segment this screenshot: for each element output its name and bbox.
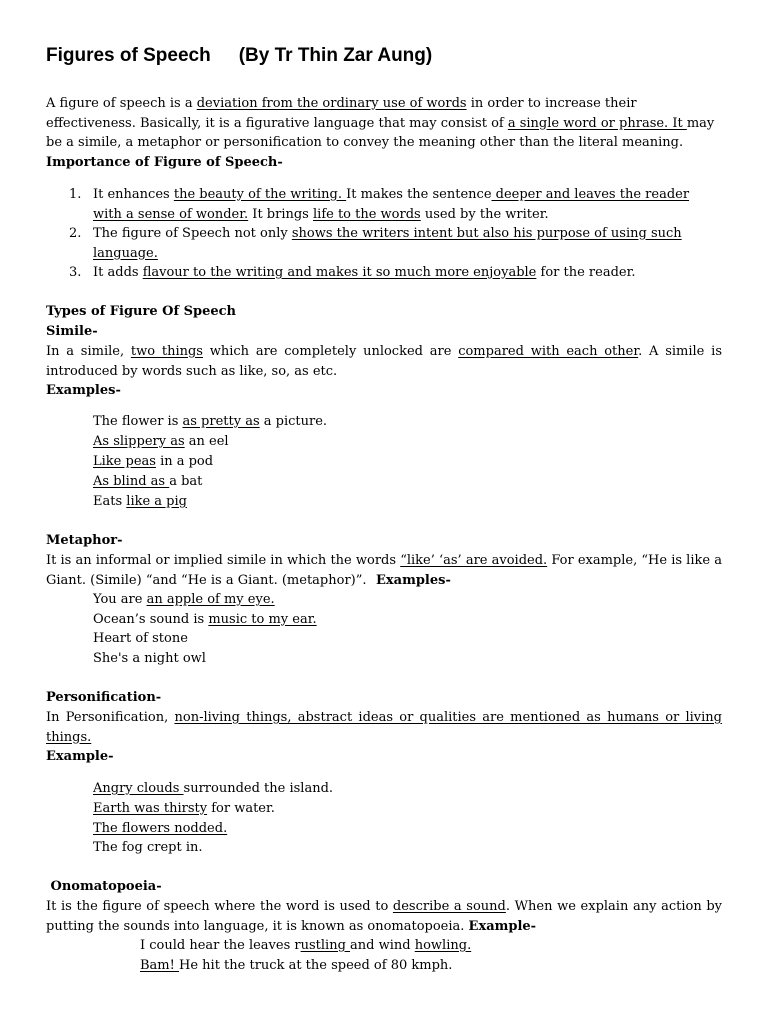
list-item: As blind as a bat	[93, 474, 203, 489]
personification-paragraph: In Personification, non-living things, abstract ideas or qualities are mentioned as humans or living things.	[46, 710, 722, 745]
personification-examples-label: Example-	[46, 749, 114, 764]
document-page: Figures of Speech (By Tr Thin Zar Aung) A figure of speech is a deviation from the ordinary use of words in order to increase their effectiveness. Basically, it is a figurative language that may consist of a single word or phrase. It may be a simile, a metaphor or personification to convey the meaning other than the literal meaning. Importance of Figure of Speech- 1. It enhances the beauty of the writing. It makes the sentence deeper and leaves the reader with a sense of wonder. It brings life to the words used by the writer. 2. The figure of Speech not only shows the writers intent but also his purpose of using such language. 3. It adds flavour to the writing and makes it so much more enjoyable for the reader. Types of Figure Of Speech Simile- In a simile, two things which are completely unlocked are compared with each other. A simile is introduced by words such as like, so, as etc. Examples- The flower is as pretty as a picture. As slippery as an eel Like peas in a pod As blind as a bat Eats like a pig Metaphor- It is an informal or implied simile in which the words “like’ ‘as’ are avoided. For example, “He is like a Giant. (Simile) “and “He is a Giant. (metaphor)”. Examples- You are an apple of my eye. Ocean’s sound is music to my ear. Heart of stone She's a night owl Personification- In Personification, non-living things, abstract ideas or qualities are mentioned as humans or living things. Example- Angry clouds surrounded the island. Earth was thirsty for water. The flowers nodded. The fog crept in. Onomatopoeia- It is the figure of speech where the word is used to describe a sound. When we explain any action by putting the sounds into language, it is known as onomatopoeia. Example- I could hear the leaves rustling and wind howling. Bam! He hit the truck at the speed of 80 kmph.	[0, 0, 768, 1024]
list-item: She's a night owl	[93, 651, 206, 666]
list-item: The flowers nodded.	[93, 821, 228, 836]
simile-heading: Simile-	[46, 324, 98, 339]
title-main: Figures of Speech	[46, 45, 211, 66]
metaphor-heading: Metaphor-	[46, 533, 123, 548]
list-item: The flower is as pretty as a picture.	[93, 414, 328, 429]
list-item: Bam! He hit the truck at the speed of 80 kmph.	[140, 958, 453, 973]
personification-heading: Personification-	[46, 690, 162, 705]
list-item: You are an apple of my eye.	[93, 592, 275, 607]
list-item: As slippery as an eel	[93, 434, 229, 449]
onomatopoeia-examples-label: Example-	[468, 918, 537, 934]
list-item: Ocean’s sound is music to my ear.	[93, 612, 317, 627]
title-author: (By Tr Thin Zar Aung)	[238, 45, 433, 66]
types-heading: Types of Figure Of Speech	[46, 304, 236, 319]
list-item: Like peas in a pod	[93, 454, 214, 469]
importance-heading: Importance of Figure of Speech-	[46, 155, 283, 170]
intro-paragraph: A figure of speech is a deviation from the ordinary use of words in order to increase their effectiveness. Basically, it is a figurative language that may consist of a single word or phrase. It may be a simile, a metaphor or personification to convey the meaning other than the literal meaning.	[46, 96, 715, 151]
simile-paragraph: In a simile, two things which are completely unlocked are compared with each other. A simile is introduced by words such as like, so, as etc.	[46, 344, 722, 379]
list-item: I could hear the leaves rustling and wind howling.	[140, 938, 472, 953]
list-item: Eats like a pig	[93, 494, 187, 509]
onomatopoeia-heading: Onomatopoeia-	[46, 879, 162, 894]
onomatopoeia-paragraph: It is the figure of speech where the word is used to describe a sound. When we explain any action by putting the sounds into language, it is known as onomatopoeia. Example-	[46, 899, 722, 934]
metaphor-examples-label: Examples-	[376, 573, 451, 588]
simile-examples-label: Examples-	[46, 383, 121, 398]
list-item: Heart of stone	[93, 631, 188, 646]
list-item: The fog crept in.	[93, 840, 203, 855]
list-item: Angry clouds surrounded the island.	[93, 781, 334, 796]
list-item: Earth was thirsty for water.	[93, 801, 275, 816]
document-title	[46, 43, 432, 69]
metaphor-paragraph: It is an informal or implied simile in which the words “like’ ‘as’ are avoided. For example, “He is like a Giant. (Simile) “and “He is a Giant. (metaphor)”.	[46, 553, 722, 588]
